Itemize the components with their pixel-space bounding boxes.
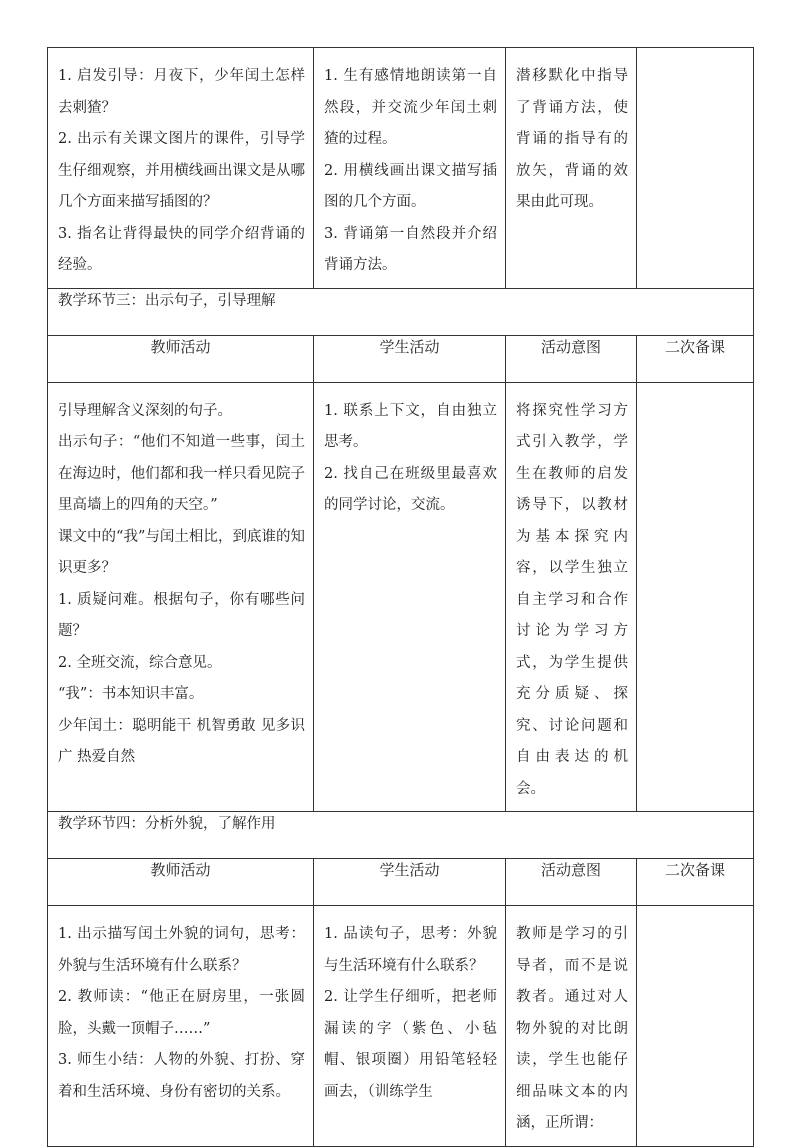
teacher-activity-item: 引导理解含义深刻的句子。	[58, 402, 232, 419]
table-row	[48, 906, 754, 1147]
student-activity-cell	[314, 382, 506, 812]
teacher-activity-item: 1. 出示描写闰土外貌的词句，思考：外貌与生活环境有什么联系？	[58, 926, 305, 974]
header-intent: 活动意图	[506, 859, 637, 906]
teacher-activity-item: 2. 教师读：“他正在厨房里，一张圆脸，头戴一顶帽子……”	[58, 989, 305, 1037]
section-row	[48, 288, 754, 335]
student-activity-item: 2. 让学生仔细听，把老师漏读的字（紫色、小毡帽、银项圈）用铅笔轻轻画去，（训练学生	[324, 989, 497, 1100]
activity-intent-cell	[506, 382, 637, 812]
student-activity-cell	[314, 48, 506, 289]
student-activity-item: 2. 用横线画出课文描写插图的几个方面。	[324, 162, 497, 210]
student-activity-item: 1. 生有感情地朗读第一自然段，并交流少年闰土刺猹的过程。	[324, 68, 497, 147]
section-title: 教学环节四：分析外貌，了解作用	[58, 816, 276, 832]
activity-intent-text: 将探究性学习方式引入教学，学生在教师的启发诱导下，以教材为基本探究内容，以学生独立自主学习和合作讨论为学习方式，为学生提供充分质疑、探究、讨论问题和自由表达的机会。	[516, 402, 628, 797]
activity-intent-cell	[506, 906, 637, 1147]
teacher-activity-cell	[48, 382, 314, 812]
second-prep-cell	[637, 906, 754, 1147]
teacher-activity-item: 3. 师生小结：人物的外貌、打扮、穿着和生活环境、身份有密切的关系。	[58, 1052, 305, 1100]
second-prep-cell	[637, 382, 754, 812]
student-activity-item: 1. 品读句子，思考：外貌与生活环境有什么联系？	[324, 926, 497, 974]
table-row	[48, 48, 754, 289]
section-title: 教学环节三：出示句子，引导理解	[58, 292, 276, 309]
teacher-activity-item: “我”：书本知识丰富。	[58, 686, 204, 702]
lesson-plan-table	[47, 47, 754, 1147]
student-activity-item: 2. 找自己在班级里最喜欢的同学讨论，交流。	[324, 465, 497, 513]
activity-intent-text: 教师是学习的引导者，而不是说教者。通过对人物外貌的对比朗读，学生也能仔细品味文本的内涵，正所谓：	[516, 926, 628, 1131]
teacher-activity-item: 2. 全班交流，综合意见。	[58, 654, 222, 671]
header-intent: 活动意图	[506, 335, 637, 382]
table-row	[48, 382, 754, 812]
header-row	[48, 859, 754, 906]
header-teacher: 教师活动	[48, 859, 314, 906]
teacher-activity-item: 1. 启发引导：月夜下，少年闰土怎样去刺猹？	[58, 68, 305, 116]
teacher-activity-item: 少年闰土：聪明能干 机智勇敢 见多识广 热爱自然	[58, 717, 305, 765]
header-notes: 二次备课	[637, 335, 754, 382]
header-teacher: 教师活动	[48, 335, 314, 382]
teacher-activity-item: 3. 指名让背得最快的同学介绍背诵的经验。	[58, 225, 305, 273]
section-row	[48, 812, 754, 859]
teacher-activity-item: 1. 质疑问难。根据句子，你有哪些问题？	[58, 591, 305, 639]
teacher-activity-item: 课文中的“我”与闰土相比，到底谁的知识更多？	[58, 528, 305, 576]
student-activity-cell	[314, 906, 506, 1147]
header-notes: 二次备课	[637, 859, 754, 906]
header-student: 学生活动	[314, 859, 506, 906]
second-prep-cell	[637, 48, 754, 289]
header-student: 学生活动	[314, 335, 506, 382]
activity-intent-text: 潜移默化中指导了背诵方法，使背诵的指导有的放矢，背诵的效果由此可现。	[516, 68, 628, 210]
student-activity-item: 3. 背诵第一自然段并介绍背诵方法。	[324, 225, 497, 273]
student-activity-item: 1. 联系上下文，自由独立思考。	[324, 402, 497, 450]
teacher-activity-cell	[48, 48, 314, 289]
header-row	[48, 335, 754, 382]
teacher-activity-item: 出示句子：“他们不知道一些事，闰土在海边时，他们都和我一样只看见院子里高墙上的四角的天空。”	[58, 434, 305, 513]
activity-intent-cell	[506, 48, 637, 289]
teacher-activity-item: 2. 出示有关课文图片的课件，引导学生仔细观察，并用横线画出课文是从哪几个方面来描写插图的？	[58, 131, 305, 210]
teacher-activity-cell	[48, 906, 314, 1147]
